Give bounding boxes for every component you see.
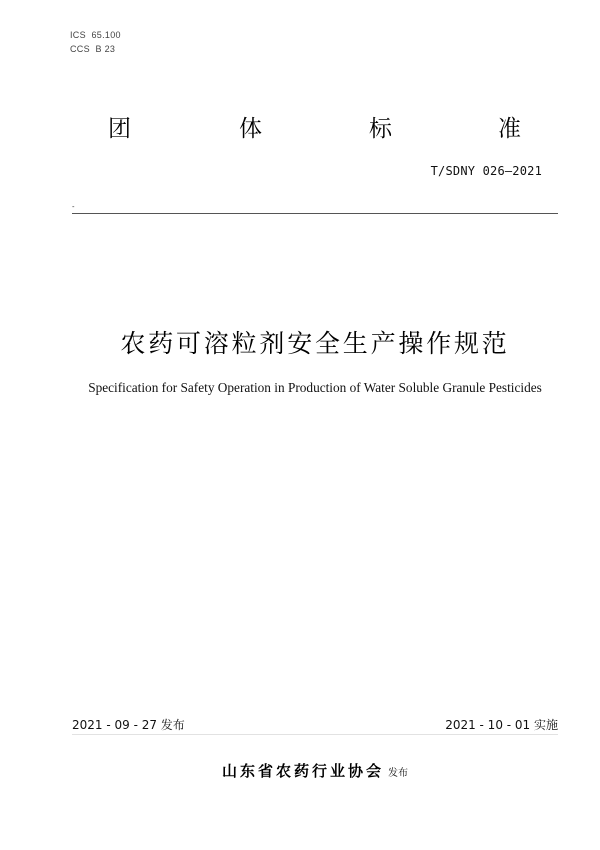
heading-char-biao: 标 xyxy=(369,116,392,142)
heading-char-ti: 体 xyxy=(239,116,262,142)
ccs-classification: CCS B 23 xyxy=(70,44,116,54)
implementation-date: 2021 - 10 - 01 实施 xyxy=(445,718,558,732)
document-title-zh: 农药可溶粒剂安全生产操作规范 xyxy=(120,329,510,358)
heading-char-tuan: 团 xyxy=(108,116,131,142)
publish-date: 2021 - 09 - 27 发布 xyxy=(72,718,185,732)
issuer-suffix: 发布 xyxy=(388,768,408,779)
document-title-en: Specification for Safety Operation in Production of Water Soluble Granule Pesticides xyxy=(88,380,542,395)
standard-code: T/SDNY 026—2021 xyxy=(430,164,542,178)
ics-classification: ICS 65.100 xyxy=(70,30,121,40)
top-divider xyxy=(72,213,558,214)
heading-char-zhun: 准 xyxy=(498,116,521,142)
issuer-name: 山东省农药行业协会 xyxy=(221,762,384,780)
tiny-mark: - xyxy=(72,203,75,211)
issuer-line xyxy=(0,760,600,781)
bottom-divider xyxy=(72,734,558,735)
